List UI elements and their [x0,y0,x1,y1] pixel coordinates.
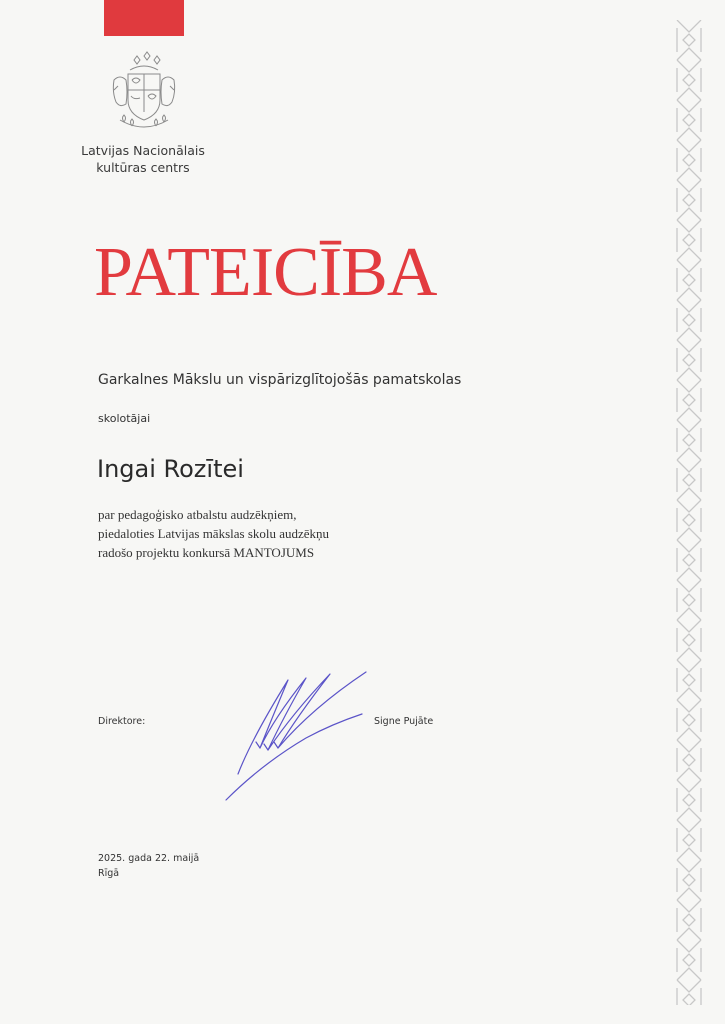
ornament-segment [677,660,701,700]
ornament-segment [677,340,701,380]
ornament-segment [677,820,701,860]
ornament-segment [677,140,701,180]
reason-line: par pedagoģisko atbalstu audzēkņiem, [98,507,297,522]
organization-name-line1: Latvijas Nacionālais [81,143,205,158]
ornament-segment [677,540,701,580]
ornament-segment [677,100,701,140]
issue-date: 2025. gada 22. maijā [98,853,200,864]
ornament-segment [677,180,701,220]
ornament-segment [677,780,701,820]
ornament-segment [677,220,701,260]
certificate-title: PATEICĪBA [94,234,437,311]
reason-line: piedaloties Latvijas mākslas skolu audzēkņu [98,526,330,541]
ornament-segment [677,420,701,460]
signatory-name: Signe Pujāte [374,716,434,727]
recipient-role: skolotājai [98,412,151,425]
ornament-segment [677,580,701,620]
issue-place: Rīgā [98,868,120,879]
ornament-segment [677,620,701,660]
reason-line: radošo projektu konkursā MANTOJUMS [98,545,315,560]
organization-name-line2: kultūras centrs [96,160,190,175]
ornament-segment [677,380,701,420]
ornament-segment [677,980,701,1005]
coat-of-arms-icon [100,50,188,138]
recipient-name: Ingai Rozītei [97,455,244,483]
ornament-segment [677,60,701,100]
ornament-segment [677,940,701,980]
red-header-tab [104,0,184,36]
reason-text [98,505,329,562]
ornament-segment [677,900,701,940]
ornament-segment [677,460,701,500]
school-name: Garkalnes Mākslu un vispārizglītojošās pamatskolas [98,372,462,388]
ornament-segment [677,260,701,300]
handwritten-signature [222,668,372,803]
signature-label: Direktore: [98,716,146,727]
ornament-segment [677,740,701,780]
ornament-segment [677,860,701,900]
folk-pattern-border [672,20,706,1005]
ornament-segment [677,300,701,340]
organization-name [62,142,224,176]
ornament-segment [677,20,701,60]
ornament-segment [677,700,701,740]
ornament-segment [677,500,701,540]
